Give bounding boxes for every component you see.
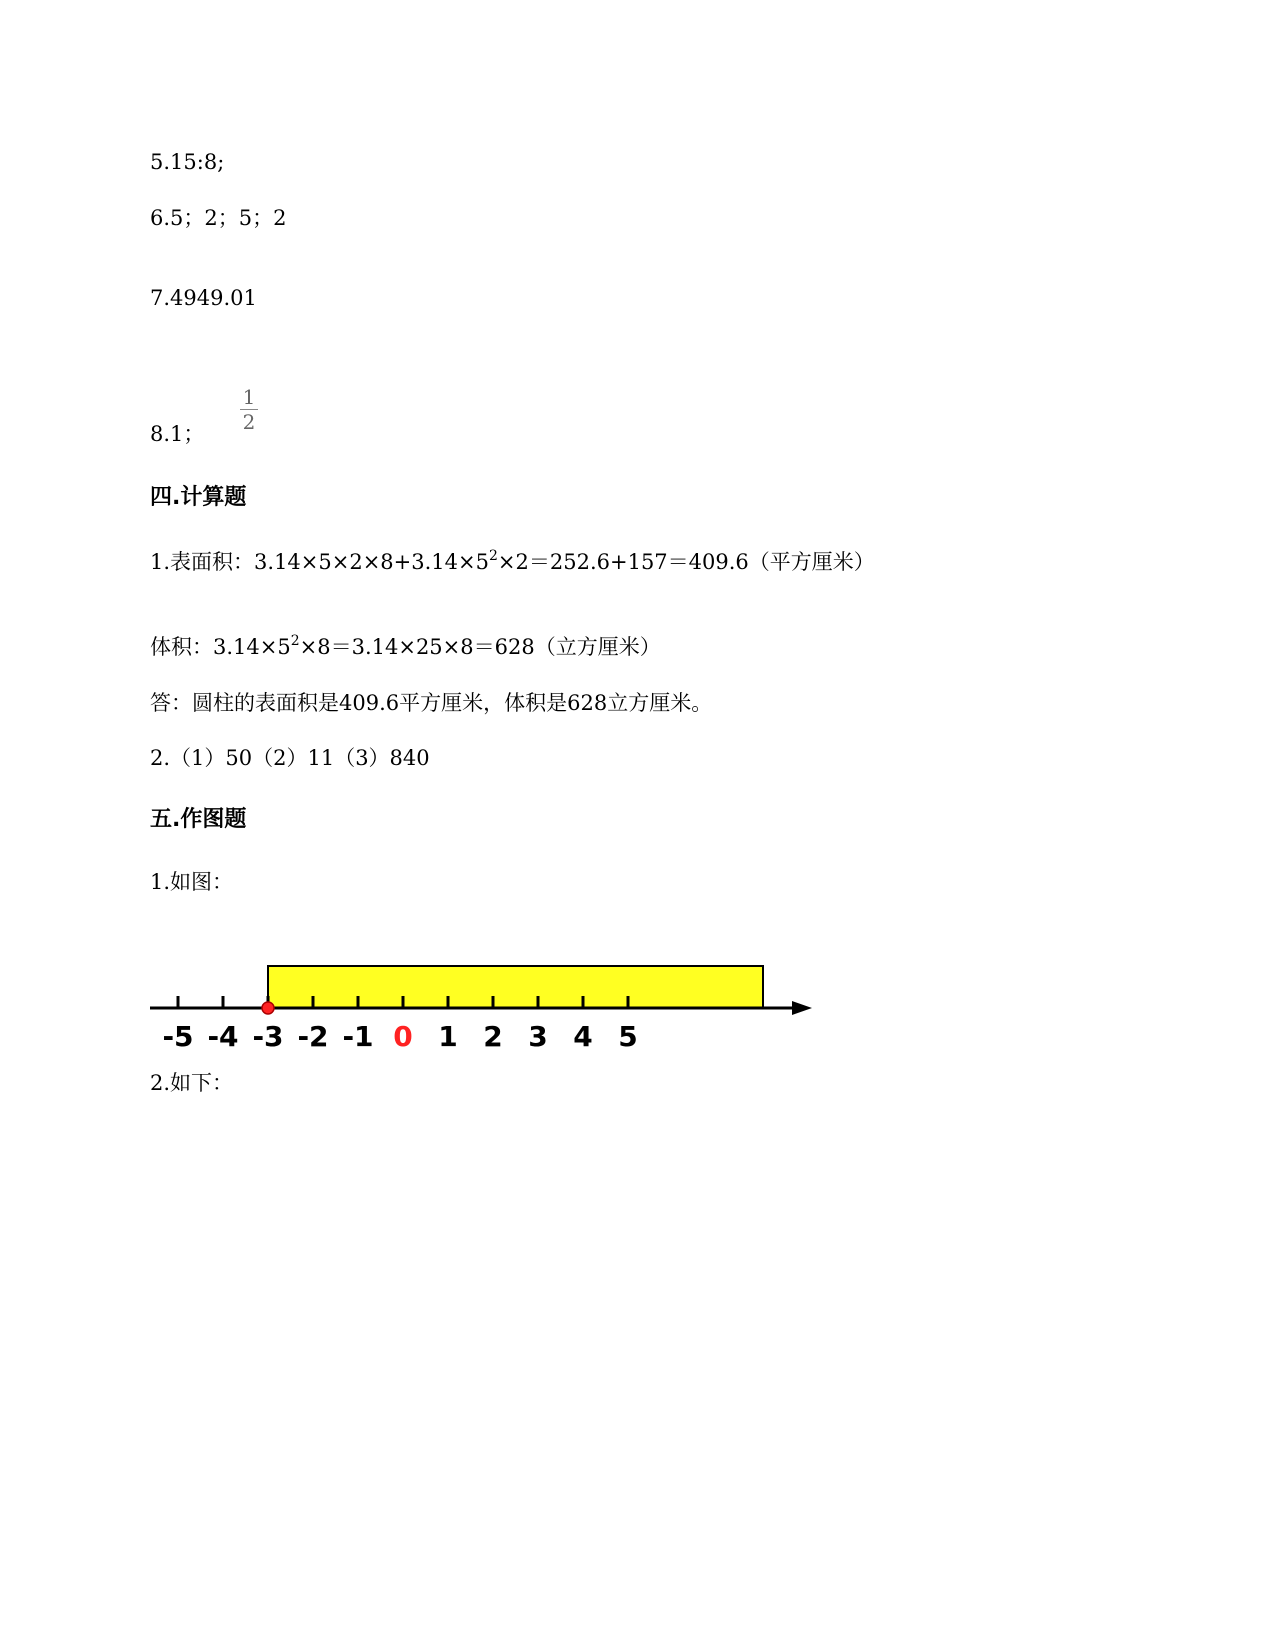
- tick-label: 1: [438, 1020, 458, 1053]
- tick-label: 5: [618, 1020, 638, 1053]
- fraction-numerator: 1: [242, 385, 256, 409]
- section-heading-calculation: 四.计算题: [150, 485, 247, 510]
- tick-label: -3: [252, 1020, 284, 1053]
- answer-8: 8.1；: [150, 422, 205, 446]
- calc-q1-volume: [150, 633, 661, 659]
- answer-5: 5.15:8;: [150, 150, 225, 174]
- section-heading-drawing: 五.作图题: [150, 807, 247, 832]
- drawing-q2: 2.如下：: [150, 1071, 234, 1095]
- tick-label: 0: [393, 1020, 413, 1053]
- tick-label: -5: [162, 1020, 194, 1053]
- calc-q2-answer: 2.（1）50（2）11（3）840: [150, 746, 430, 770]
- tick-label: -4: [207, 1020, 239, 1053]
- tick-label: 3: [528, 1020, 548, 1053]
- answer-6: 6.5；2；5；2: [150, 206, 287, 230]
- tick-label: -1: [342, 1020, 374, 1053]
- fraction-one-half: [238, 386, 260, 433]
- calc-q1-surface-area: [150, 548, 875, 574]
- endpoint-dot: [262, 1002, 274, 1014]
- fraction-denominator: 2: [242, 410, 256, 434]
- tick-label: 4: [573, 1020, 593, 1053]
- number-line-figure: [150, 958, 840, 1058]
- surface-formula-part1: 1.表面积：3.14×5×2×8+3.14×5: [150, 550, 489, 574]
- answer-7: 7.4949.01: [150, 286, 257, 310]
- tick-label: -2: [297, 1020, 329, 1053]
- solution-interval-rectangle: [268, 966, 763, 1008]
- surface-exponent: 2: [488, 548, 498, 564]
- tick-label: 2: [483, 1020, 503, 1053]
- volume-formula-part2: ×8＝3.14×25×8＝628（立方厘米）: [299, 635, 661, 659]
- drawing-q1: 1.如图：: [150, 870, 234, 894]
- axis-arrow-icon: [792, 1001, 812, 1015]
- calc-q1-answer: 答：圆柱的表面积是409.6平方厘米，体积是628立方厘米。: [150, 691, 713, 715]
- volume-formula-part1: 体积：3.14×5: [150, 635, 291, 659]
- surface-formula-part2: ×2＝252.6+157＝409.6（平方厘米）: [497, 550, 875, 574]
- volume-exponent: 2: [290, 633, 300, 649]
